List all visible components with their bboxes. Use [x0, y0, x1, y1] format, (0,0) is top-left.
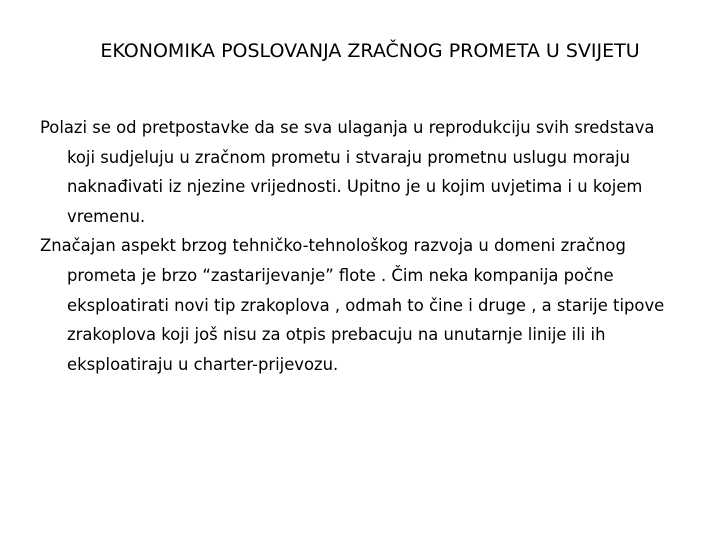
slide-body [40, 113, 680, 379]
paragraph-investment: Polazi se od pretpostavke da se sva ulaganja u reprodukciju svih sredstava koji sudjeluju u zračnom prometu i stvaraju prometnu uslugu moraju naknađivati iz njezine vrijednosti. Upitno je u kojim uvjetima i u kojem vremenu. [40, 118, 655, 226]
paragraph-fleet-aging: Značajan aspekt brzog tehničko-tehnološkog razvoja u domeni zračnog prometa je brzo “zastarijevanje” flote . Čim neka kompanija počne eksploatirati novi tip zrakoplova , odmah to čine i druge , a starije tipove zrakoplova koji još nisu za otpis prebacuju na unutarnje linije ili ih eksploatiraju u charter-prijevozu. [40, 236, 665, 374]
slide-title: EKONOMIKA POSLOVANJA ZRAČNOG PROMETA U SVIJETU [100, 40, 640, 62]
